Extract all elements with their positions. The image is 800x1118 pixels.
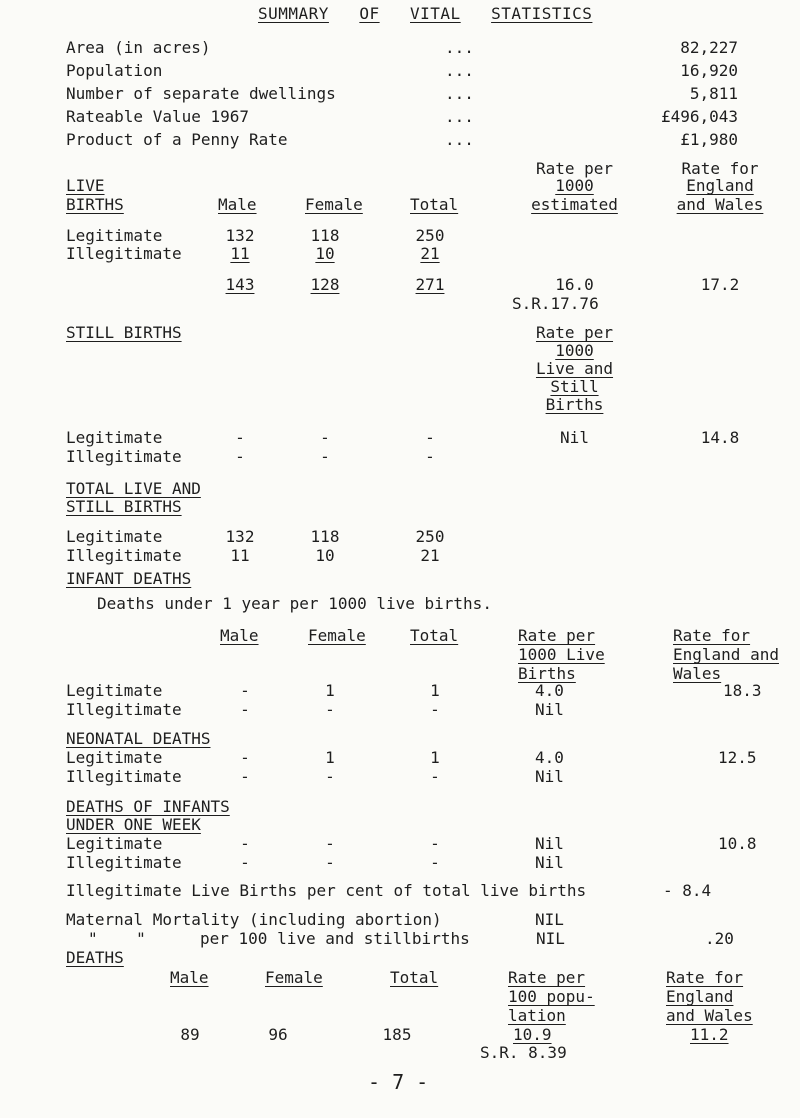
cell-male: - [240, 681, 250, 700]
maternal-mortality-label: Maternal Mortality (including abortion) [66, 910, 442, 929]
col-rate-header: lation [508, 1006, 566, 1025]
col-male-header: Male [220, 626, 259, 645]
section-heading: INFANT DEATHS [66, 569, 192, 588]
cell-rate: 4.0 [535, 681, 564, 700]
cell-england-rate: 18.3 [723, 681, 762, 700]
cell-total: - [425, 447, 435, 466]
col-rate-header: estimated [531, 195, 618, 214]
cell-total: 250 [415, 527, 445, 546]
col-england-header: Rate for [673, 626, 751, 645]
cell-male: - [240, 834, 250, 853]
cell-total: 185 [382, 1025, 412, 1044]
col-total-header: Total [410, 626, 459, 645]
col-rate-header: Rate per [535, 323, 614, 342]
cell-total: - [430, 853, 440, 872]
page-title [258, 6, 592, 22]
cell-male: - [235, 447, 245, 466]
cell-rate: Nil [560, 428, 589, 447]
cell-female-total: 128 [310, 275, 340, 294]
cell-rate: 10.9 [513, 1025, 552, 1044]
section-heading: LIVE [66, 176, 105, 195]
summary-dots: ... [445, 130, 474, 149]
cell-total: - [430, 767, 440, 786]
cell-male: 89 [180, 1025, 200, 1044]
cell-male: - [240, 700, 250, 719]
cell-female: 96 [268, 1025, 288, 1044]
section-subtitle: Deaths under 1 year per 1000 live births. [97, 594, 492, 613]
title-word: STATISTICS [491, 4, 593, 23]
summary-value: 16,920 [680, 61, 738, 80]
summary-value: 5,811 [689, 84, 738, 103]
cell-rate: Nil [535, 767, 564, 786]
page-number: - 7 - [368, 1070, 429, 1094]
summary-value: £496,043 [660, 107, 738, 126]
section-heading: NEONATAL DEATHS [66, 729, 211, 748]
summary-value: 82,227 [680, 38, 738, 57]
cell-male: - [240, 853, 250, 872]
cell-female: - [325, 834, 335, 853]
col-england-header: England and [673, 645, 779, 664]
cell-england-rate: 11.2 [690, 1025, 729, 1044]
cell-female: 10 [315, 546, 335, 565]
cell-female: - [320, 428, 330, 447]
col-rate-header: 100 popu- [508, 987, 595, 1006]
cell-female: - [325, 700, 335, 719]
summary-label: Product of a Penny Rate [66, 130, 288, 149]
summary-dots: ... [445, 38, 474, 57]
cell-rate: Nil [535, 834, 564, 853]
row-label: Illegitimate [66, 767, 182, 786]
col-england-header: Rate for [681, 159, 759, 178]
row-label: Legitimate [66, 226, 163, 245]
illegit-percent-label: Illegitimate Live Births per cent of total live births [66, 881, 587, 900]
col-total-header: Total [410, 195, 459, 214]
summary-label: Rateable Value 1967 [66, 107, 250, 126]
cell-total: 1 [430, 681, 440, 700]
cell-rate: 4.0 [535, 748, 564, 767]
col-total-header: Total [390, 968, 439, 987]
cell-total: 250 [415, 226, 445, 245]
col-rate-header: Births [545, 395, 604, 414]
row-label: Legitimate [66, 748, 163, 767]
col-england-header: and Wales [676, 195, 764, 214]
summary-label: Area (in acres) [66, 38, 211, 57]
col-rate-header: 1000 Live [518, 645, 605, 664]
col-female-header: Female [305, 195, 363, 214]
maternal-per-label: per 100 live and stillbirths [200, 929, 470, 948]
cell-male: - [235, 428, 245, 447]
summary-value: £1,980 [680, 130, 738, 149]
cell-male: - [240, 748, 250, 767]
section-heading: DEATHS OF INFANTS [66, 797, 230, 816]
col-england-header: and Wales [666, 1006, 753, 1025]
section-heading: BIRTHS [66, 195, 124, 214]
maternal-per-value: NIL [536, 929, 565, 948]
section-heading: UNDER ONE WEEK [66, 815, 201, 834]
col-female-header: Female [308, 626, 366, 645]
col-rate-header: 1000 [555, 341, 594, 360]
cell-female: 1 [325, 681, 335, 700]
cell-england-rate: 12.5 [718, 748, 757, 767]
cell-total: 21 [420, 546, 440, 565]
title-word: SUMMARY [258, 4, 329, 23]
summary-dots: ... [445, 107, 474, 126]
maternal-mortality-value: NIL [535, 910, 564, 929]
cell-male: 11 [230, 546, 250, 565]
cell-rate: Nil [535, 700, 564, 719]
col-england-header: England [686, 176, 754, 195]
summary-dots: ... [445, 84, 474, 103]
row-label: Illegitimate [66, 447, 182, 466]
col-rate-header: Rate per [535, 159, 614, 178]
section-heading: STILL BIRTHS [66, 497, 182, 516]
col-rate-header: 1000 [555, 176, 594, 195]
cell-female: - [325, 767, 335, 786]
col-england-header: England [666, 987, 734, 1006]
cell-female: 1 [325, 748, 335, 767]
col-rate-header: Rate per [518, 626, 596, 645]
cell-male: - [240, 767, 250, 786]
row-label: Legitimate [66, 428, 163, 447]
col-england-header: Wales [673, 664, 722, 683]
illegit-percent-value: - 8.4 [663, 881, 712, 900]
cell-total: 21 [420, 244, 440, 263]
col-rate-header: Rate per [508, 968, 586, 987]
section-heading: DEATHS [66, 948, 124, 967]
cell-total: 1 [430, 748, 440, 767]
cell-total: - [430, 700, 440, 719]
col-rate-header: Births [518, 664, 576, 683]
cell-female: - [320, 447, 330, 466]
col-female-header: Female [265, 968, 323, 987]
cell-england-rate: 17.2 [700, 275, 740, 294]
standardised-rate: S.R. 8.39 [480, 1043, 567, 1062]
maternal-england-rate: .20 [705, 929, 734, 948]
cell-male: 132 [225, 527, 255, 546]
cell-rate: 16.0 [555, 275, 594, 294]
cell-female: 118 [310, 527, 340, 546]
row-label: Legitimate [66, 834, 163, 853]
summary-label: Population [66, 61, 163, 80]
cell-total: - [425, 428, 435, 447]
row-label: Illegitimate [66, 244, 182, 263]
section-heading: TOTAL LIVE AND [66, 479, 201, 498]
cell-male-total: 143 [225, 275, 255, 294]
title-word: VITAL [410, 4, 461, 23]
row-label: Legitimate [66, 681, 163, 700]
cell-male: 11 [230, 244, 250, 263]
title-word: OF [359, 4, 380, 23]
row-label: Illegitimate [66, 853, 182, 872]
cell-male: 132 [225, 226, 255, 245]
section-heading: STILL BIRTHS [66, 323, 182, 342]
row-label: Illegitimate [66, 700, 182, 719]
summary-label: Number of separate dwellings [66, 84, 336, 103]
ditto-marks: " " [88, 929, 146, 948]
cell-england-rate: 14.8 [700, 428, 740, 447]
cell-female: 10 [315, 244, 335, 263]
row-label: Legitimate [66, 527, 163, 546]
cell-england-rate: 10.8 [718, 834, 757, 853]
cell-total: - [430, 834, 440, 853]
summary-dots: ... [445, 61, 474, 80]
standardised-rate: S.R.17.76 [512, 294, 599, 313]
row-label: Illegitimate [66, 546, 182, 565]
cell-rate: Nil [535, 853, 564, 872]
col-male-header: Male [218, 195, 257, 214]
cell-total-total: 271 [415, 275, 445, 294]
col-male-header: Male [170, 968, 209, 987]
cell-female: - [325, 853, 335, 872]
col-england-header: Rate for [666, 968, 744, 987]
col-rate-header: Still [550, 377, 599, 396]
col-rate-header: Live and [535, 359, 614, 378]
cell-female: 118 [310, 226, 340, 245]
